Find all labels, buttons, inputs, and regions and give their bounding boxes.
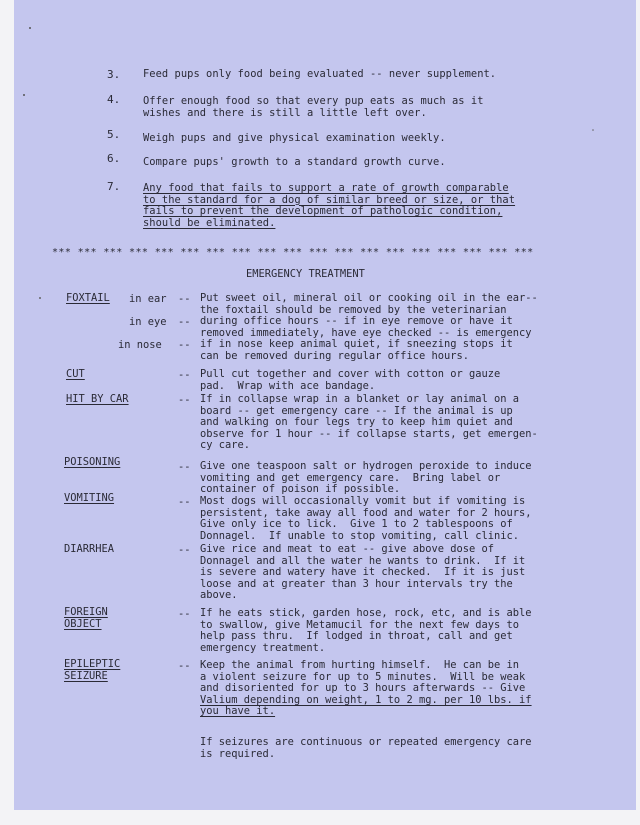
text-line: Give rice and meat to eat -- give above dose of: [200, 543, 495, 555]
text-line: Donnagel. If unable to stop vomiting, call clinic.: [200, 529, 520, 542]
epileptic-seizure-label: EPILEPTIC SEIZURE: [64, 658, 121, 682]
speck: [29, 27, 31, 29]
step-line: Offer enough food so that every pup eats as much as it: [143, 95, 484, 107]
foxtail-sub-nose: in nose: [118, 339, 162, 351]
speck: [592, 129, 594, 131]
text-line: loose and at greater than 3 hour intervals try the: [200, 577, 513, 590]
step-line: should be eliminated.: [143, 216, 276, 229]
text-line: to swallow, give Metamucil for the next few days to: [200, 618, 520, 631]
cut-label: CUT: [66, 368, 85, 380]
dash: --: [178, 544, 191, 556]
text-line: persistent, take away all food and water for 2 hours,: [200, 506, 532, 519]
step-line: fails to prevent the development of pathologic condition,: [143, 205, 503, 218]
text-line: If he eats stick, garden hose, rock, etc, and is able: [200, 607, 532, 619]
text-line: is severe and watery have it checked. If it is just: [200, 566, 526, 579]
text-line: container of poison if possible.: [200, 483, 401, 496]
dash: --: [178, 461, 191, 473]
poisoning-label: POISONING: [64, 456, 121, 468]
step-number: 4.: [107, 93, 121, 106]
text-line: you have it.: [200, 705, 276, 718]
text-line: observe for 1 hour -- if collapse starts, get emergen-: [200, 427, 538, 440]
step-number: 5.: [107, 128, 121, 141]
speck: [39, 297, 41, 299]
dash: --: [178, 394, 191, 406]
step-line: Feed pups only food being evaluated -- never supplement.: [143, 68, 497, 80]
step-number: 3.: [107, 68, 121, 81]
text-line: Pull cut together and cover with cotton or gauze: [200, 368, 501, 380]
text-line: can be removed during regular office hours.: [200, 349, 469, 362]
text-line: Most dogs will occasionally vomit but if vomiting is: [200, 495, 526, 507]
step-line: wishes and there is still a little left over.: [143, 106, 427, 119]
text-line: emergency treatment.: [200, 641, 326, 654]
text-line: Give only ice to lick. Give 1 to 2 tablespoons of: [200, 518, 513, 531]
hit-by-car-label: HIT BY CAR: [66, 393, 129, 405]
section-title: EMERGENCY TREATMENT: [246, 268, 365, 280]
step-line: Weigh pups and give physical examination weekly.: [143, 132, 446, 144]
text-line: Keep the animal from hurting himself. He can be in: [200, 659, 520, 671]
text-line: if in nose keep animal quiet, if sneezing stops it: [200, 338, 513, 351]
dash: --: [178, 369, 191, 381]
foxtail-sub-ear: in ear: [129, 293, 167, 305]
vomiting-label: VOMITING: [64, 492, 115, 504]
diarrhea-label: DIARRHEA: [64, 543, 115, 555]
step-line: to the standard for a dog of similar breed or size, or that: [143, 193, 516, 206]
text-line: the foxtail should be removed by the veterinarian: [200, 303, 507, 316]
speck: [23, 94, 25, 96]
text-line: removed immediately, have eye checked -- is emergency: [200, 326, 532, 339]
text-line: during office hours -- if in eye remove or have it: [200, 315, 513, 328]
dash: --: [178, 316, 191, 328]
text-line: vomiting and get emergency care. Bring label or: [200, 471, 501, 484]
text-line: and walking on four legs try to keep him quiet and: [200, 416, 513, 429]
text-line: above.: [200, 589, 238, 602]
dash: --: [178, 608, 191, 620]
foreign-object-label: FOREIGN OBJECT: [64, 606, 108, 630]
text-line: and disoriented for up to 3 hours afterwards -- Give: [200, 682, 526, 695]
foxtail-sub-eye: in eye: [129, 316, 167, 328]
step-number: 7.: [107, 180, 121, 193]
text-line: help pass thru. If lodged in throat, call and get: [200, 630, 513, 643]
text-line: Donnagel and all the water he wants to drink. If it: [200, 554, 526, 567]
step-line: Compare pups' growth to a standard growth curve.: [143, 156, 446, 168]
foxtail-label: FOXTAIL: [66, 292, 110, 304]
text-line: If in collapse wrap in a blanket or lay animal on a: [200, 393, 520, 405]
dash: --: [178, 660, 191, 672]
step-line: Any food that fails to support a rate of growth comparable: [143, 182, 509, 194]
text-line: If seizures are continuous or repeated emergency care: [200, 736, 532, 748]
text-line: pad. Wrap with ace bandage.: [200, 379, 376, 392]
text-line: is required.: [200, 747, 276, 760]
text-line: board -- get emergency care -- If the animal is up: [200, 404, 513, 417]
text-line: Valium depending on weight, 1 to 2 mg. per 10 lbs. if: [200, 693, 532, 706]
text-line: a violent seizure for up to 5 minutes. Will be weak: [200, 670, 526, 683]
text-line: Put sweet oil, mineral oil or cooking oil in the ear--: [200, 292, 538, 304]
dash: --: [178, 496, 191, 508]
text-line: Give one teaspoon salt or hydrogen peroxide to induce: [200, 460, 532, 472]
separator: *** *** *** *** *** *** *** *** *** *** *** *** *** *** *** *** *** *** ***: [52, 247, 534, 258]
step-number: 6.: [107, 152, 121, 165]
dash: --: [178, 339, 191, 351]
dash: --: [178, 293, 191, 305]
text-line: cy care.: [200, 439, 251, 452]
